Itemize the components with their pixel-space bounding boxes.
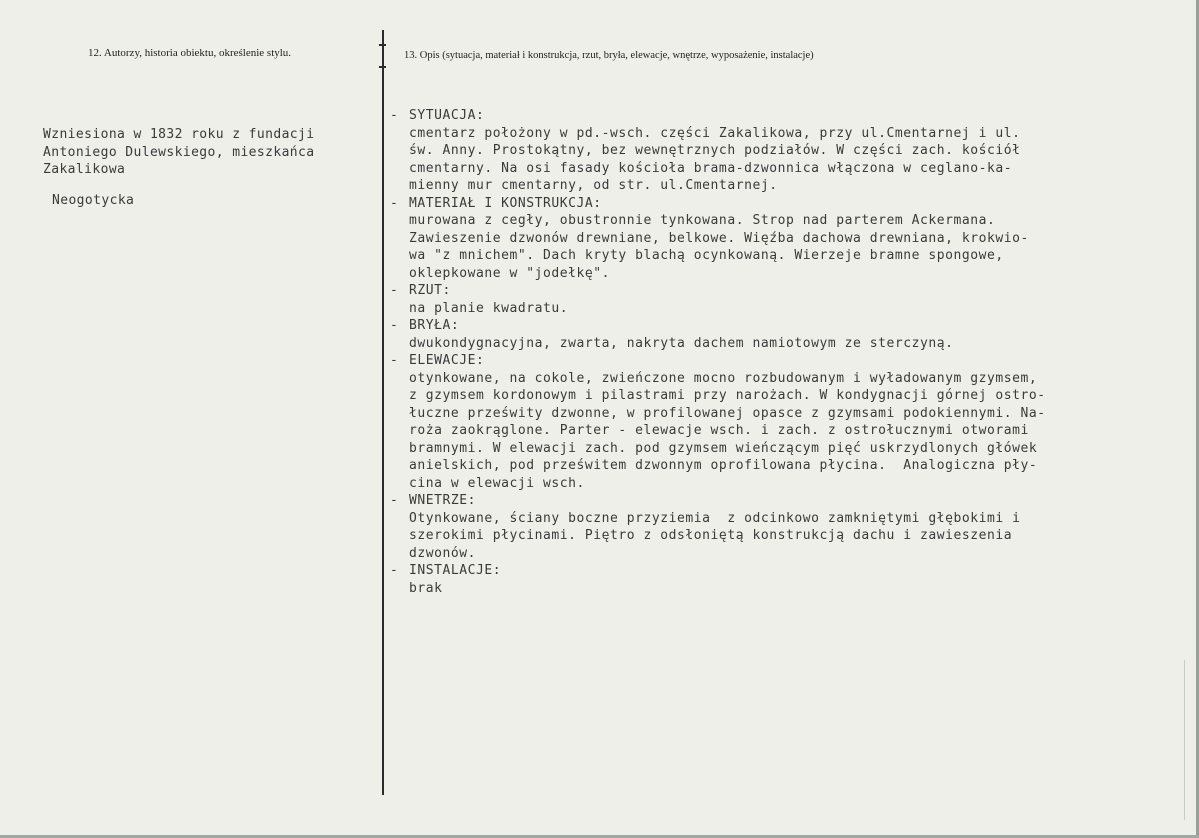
description-line: otynkowane, na cokole, zwieńczone mocno rozbudowanym i wyładowanym gzymsem, <box>409 370 1038 386</box>
description-line: brak <box>409 580 443 596</box>
description-line: Zawieszenie dzwonów drewniane, belkowe. Więźba dachowa drewniana, krokwio- <box>409 230 1029 246</box>
description-line: szerokimi płycinami. Piętro z odsłoniętą konstrukcją dachu i zawieszenia <box>409 528 1013 543</box>
section-heading <box>390 282 1180 300</box>
history-line: Wzniesiona w 1832 roku z fundacji <box>43 127 315 142</box>
heading-text: MATERIAŁ I KONSTRUKCJA: <box>409 195 602 211</box>
description-line: dwukondygnacyjna, zwarta, nakryta dachem namiotowym ze sterczyną. <box>409 335 954 351</box>
description-line: dzwonów. <box>409 545 477 561</box>
heading-text: INSTALACJE: <box>409 563 502 578</box>
section-heading <box>390 562 1180 580</box>
description-line: na planie kwadratu. <box>409 300 569 316</box>
divider-tick <box>379 44 386 46</box>
section-heading <box>390 492 1180 510</box>
description-text <box>390 107 1180 597</box>
heading-text: ELEWACJE: <box>409 353 485 368</box>
description-line: cmentarny. Na osi fasady kościoła brama-dzwonnica włączona w ceglano-ka- <box>409 160 1013 176</box>
heading-dash: - <box>390 353 399 368</box>
description-line: św. Anny. Prostokątny, bez wewnętrznych podziałów. W części zach. kościół <box>409 143 1021 158</box>
section-heading <box>390 317 1180 335</box>
description-line: anielskich, pod prześwitem dzwonnym oprofilowana płycina. Analogiczna pły- <box>409 458 1038 473</box>
description-line: bramnymi. W elewacji zach. pod gzymsem wieńczącym pięć uskrzydlonych główek <box>409 440 1038 456</box>
divider-tick <box>379 66 386 68</box>
scan-artifact <box>1184 660 1185 820</box>
heading-dash: - <box>390 283 399 298</box>
section-12-header: 12. Autorzy, historia obiektu, określenie stylu. <box>88 47 292 59</box>
description-line: oklepkowane w "jodełkę". <box>409 265 611 281</box>
section-heading <box>390 107 1180 125</box>
heading-dash: - <box>390 493 399 508</box>
heading-text: RZUT: <box>409 283 451 298</box>
description-line: Otynkowane, ściany boczne przyziemia z odcinkowo zamkniętymi głębokimi i <box>409 510 1021 526</box>
description-line: wa "z mnichem". Dach kryty blachą ocynkowaną. Wierzeje bramne spongowe, <box>409 248 1004 263</box>
description-line: łuczne prześwity dzwonne, w profilowanej opasce z gzymsami podokiennymi. Na- <box>409 405 1046 421</box>
description-line: cina w elewacji wsch. <box>409 475 585 491</box>
heading-dash: - <box>390 108 399 123</box>
description-line: cmentarz położony w pd.-wsch. części Zakalikowa, przy ul.Cmentarnej i ul. <box>409 125 1021 141</box>
heading-text: BRYŁA: <box>409 318 460 333</box>
section-heading <box>390 352 1180 370</box>
column-divider <box>382 30 384 795</box>
section-heading <box>390 195 1180 213</box>
heading-text: SYTUACJA: <box>409 108 485 123</box>
style-designation: Neogotycka <box>52 193 135 208</box>
heading-dash: - <box>390 318 399 333</box>
section-13-header: 13. Opis (sytuacja, materiał i konstrukcja, rzut, bryła, elewacje, wnętrze, wyposażenie, instalacje) <box>404 50 814 61</box>
history-text <box>43 126 378 179</box>
description-line: roża zaokrąglone. Parter - elewacje wsch. i zach. z ostrołucznymi otworami <box>409 423 1029 438</box>
heading-dash: - <box>390 195 399 211</box>
history-line: Zakalikowa <box>43 162 126 177</box>
heading-dash: - <box>390 563 399 578</box>
description-line: z gzymsem kordonowym i pilastrami przy narożach. W kondygnacji górnej ostro- <box>409 388 1046 403</box>
description-line: murowana z cegły, obustronnie tynkowana. Strop nad parterem Ackermana. <box>409 213 996 228</box>
heading-text: WNETRZE: <box>409 493 477 508</box>
description-line: mienny mur cmentarny, od str. ul.Cmentarnej. <box>409 178 778 193</box>
history-line: Antoniego Dulewskiego, mieszkańca <box>43 144 315 160</box>
